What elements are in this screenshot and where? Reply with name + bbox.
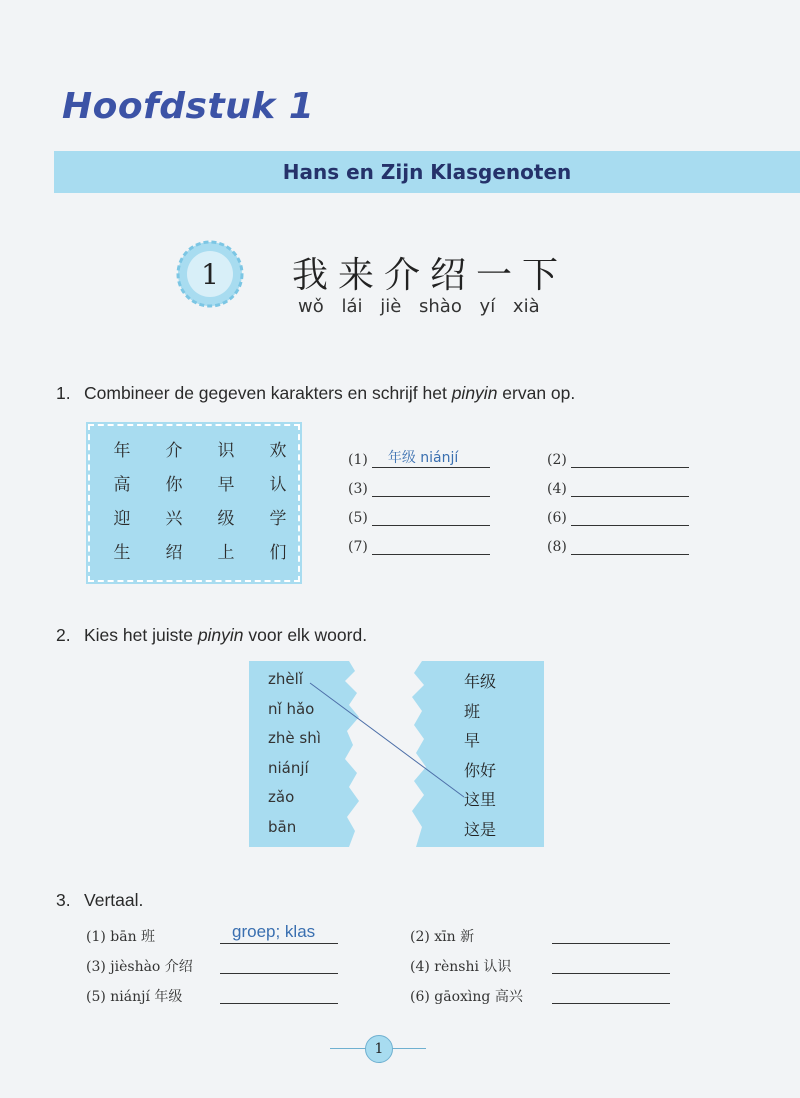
lesson-hanzi: 我来介绍一下 <box>292 255 569 296</box>
question-2: 2. Kies het juiste pinyin voor elk woord. <box>56 625 368 645</box>
translation-blank[interactable] <box>552 927 670 944</box>
example-match-line <box>300 675 470 805</box>
answer-blank[interactable] <box>348 451 490 468</box>
blank-label: (5) <box>348 510 368 526</box>
blank-line[interactable] <box>372 509 490 526</box>
word-option[interactable]: 年级 <box>464 672 497 691</box>
answer-blank[interactable] <box>547 480 689 497</box>
grid-character: 上 <box>217 543 235 563</box>
question-number: 3. <box>56 890 71 910</box>
blank-line[interactable] <box>372 538 490 555</box>
grid-character: 生 <box>113 543 131 563</box>
answer-blank[interactable] <box>547 451 689 468</box>
translation-prompt: (5) niánjí 年级 <box>86 989 183 1005</box>
character-box <box>88 424 300 582</box>
grid-character: 认 <box>269 475 287 495</box>
question-number: 1. <box>56 383 71 403</box>
word-option[interactable]: 这里 <box>464 790 497 809</box>
grid-character: 介 <box>165 441 183 461</box>
blank-label: (1) <box>348 452 368 468</box>
blank-line[interactable] <box>571 509 689 526</box>
blank-line[interactable] <box>571 451 689 468</box>
grid-character: 年 <box>113 441 131 461</box>
grid-character: 高 <box>113 475 131 495</box>
pinyin-option[interactable]: zǎo <box>268 788 295 806</box>
blank-label: (4) <box>547 481 567 497</box>
translation-blank[interactable] <box>220 987 338 1004</box>
grid-character: 你 <box>165 475 183 495</box>
question-1: 1. Combineer de gegeven karakters en schrijf het pinyin ervan op. <box>56 383 576 403</box>
answer-blank[interactable] <box>348 509 490 526</box>
grid-character: 兴 <box>165 509 183 529</box>
translation-prompt: (2) xīn 新 <box>410 929 475 945</box>
answer-blank[interactable] <box>547 509 689 526</box>
blank-label: (7) <box>348 539 368 555</box>
blank-label: (3) <box>348 481 368 497</box>
blank-answer: 年级 niánjí <box>387 450 459 466</box>
pinyin-option[interactable]: bān <box>268 817 297 836</box>
blank-line[interactable] <box>571 538 689 555</box>
grid-character: 识 <box>217 441 235 461</box>
grid-character: 欢 <box>269 441 287 461</box>
translation-prompt: (3) jièshào 介绍 <box>86 959 193 975</box>
pinyin-option[interactable]: niánjí <box>268 758 309 777</box>
grid-character: 绍 <box>165 543 183 563</box>
page-number: 1 <box>365 1035 393 1063</box>
lesson-number: 1 <box>201 258 219 291</box>
answer-blank[interactable] <box>348 538 490 555</box>
grid-character: 学 <box>269 509 287 529</box>
question-3: 3. Vertaal. <box>56 890 144 910</box>
character-grid <box>96 436 304 572</box>
blank-label: (6) <box>547 510 567 526</box>
blank-line[interactable] <box>372 451 490 468</box>
blank-line[interactable] <box>571 480 689 497</box>
answer-blank[interactable] <box>547 538 689 555</box>
word-option[interactable]: 这是 <box>464 819 497 839</box>
question-number: 2. <box>56 625 71 645</box>
grid-character: 早 <box>217 475 235 495</box>
lesson-title: Hans en Zijn Klasgenoten <box>282 160 572 184</box>
word-option[interactable]: 你好 <box>464 760 497 780</box>
pinyin-option[interactable]: nǐ hǎo <box>268 699 315 718</box>
lesson-number-badge <box>176 240 244 308</box>
pinyin-option[interactable]: zhè shì <box>268 729 321 747</box>
lesson-pinyin: wǒ lái jiè shào yí xià <box>298 296 540 317</box>
translation-answer: groep; klas <box>232 922 316 941</box>
translation-blank[interactable] <box>552 987 670 1004</box>
translation-prompt: (1) bān 班 <box>86 929 156 945</box>
grid-character: 级 <box>217 509 235 529</box>
translation-prompt: (6) gāoxìng 高兴 <box>410 989 523 1005</box>
grid-character: 们 <box>269 543 287 563</box>
blank-label: (8) <box>547 539 567 555</box>
blank-label: (2) <box>547 452 567 468</box>
word-option[interactable]: 早 <box>464 731 481 750</box>
chapter-title: Hoofdstuk 1 <box>62 86 315 127</box>
translation-prompt: (4) rènshi 认识 <box>410 959 512 975</box>
word-option[interactable]: 班 <box>464 701 481 721</box>
blank-line[interactable] <box>372 480 490 497</box>
grid-character: 迎 <box>113 509 131 529</box>
answer-blank[interactable] <box>348 480 490 497</box>
translation-blank[interactable] <box>220 957 338 974</box>
pinyin-option[interactable]: zhèlǐ <box>268 670 303 688</box>
translation-blank[interactable] <box>552 957 670 974</box>
title-band <box>54 151 800 193</box>
